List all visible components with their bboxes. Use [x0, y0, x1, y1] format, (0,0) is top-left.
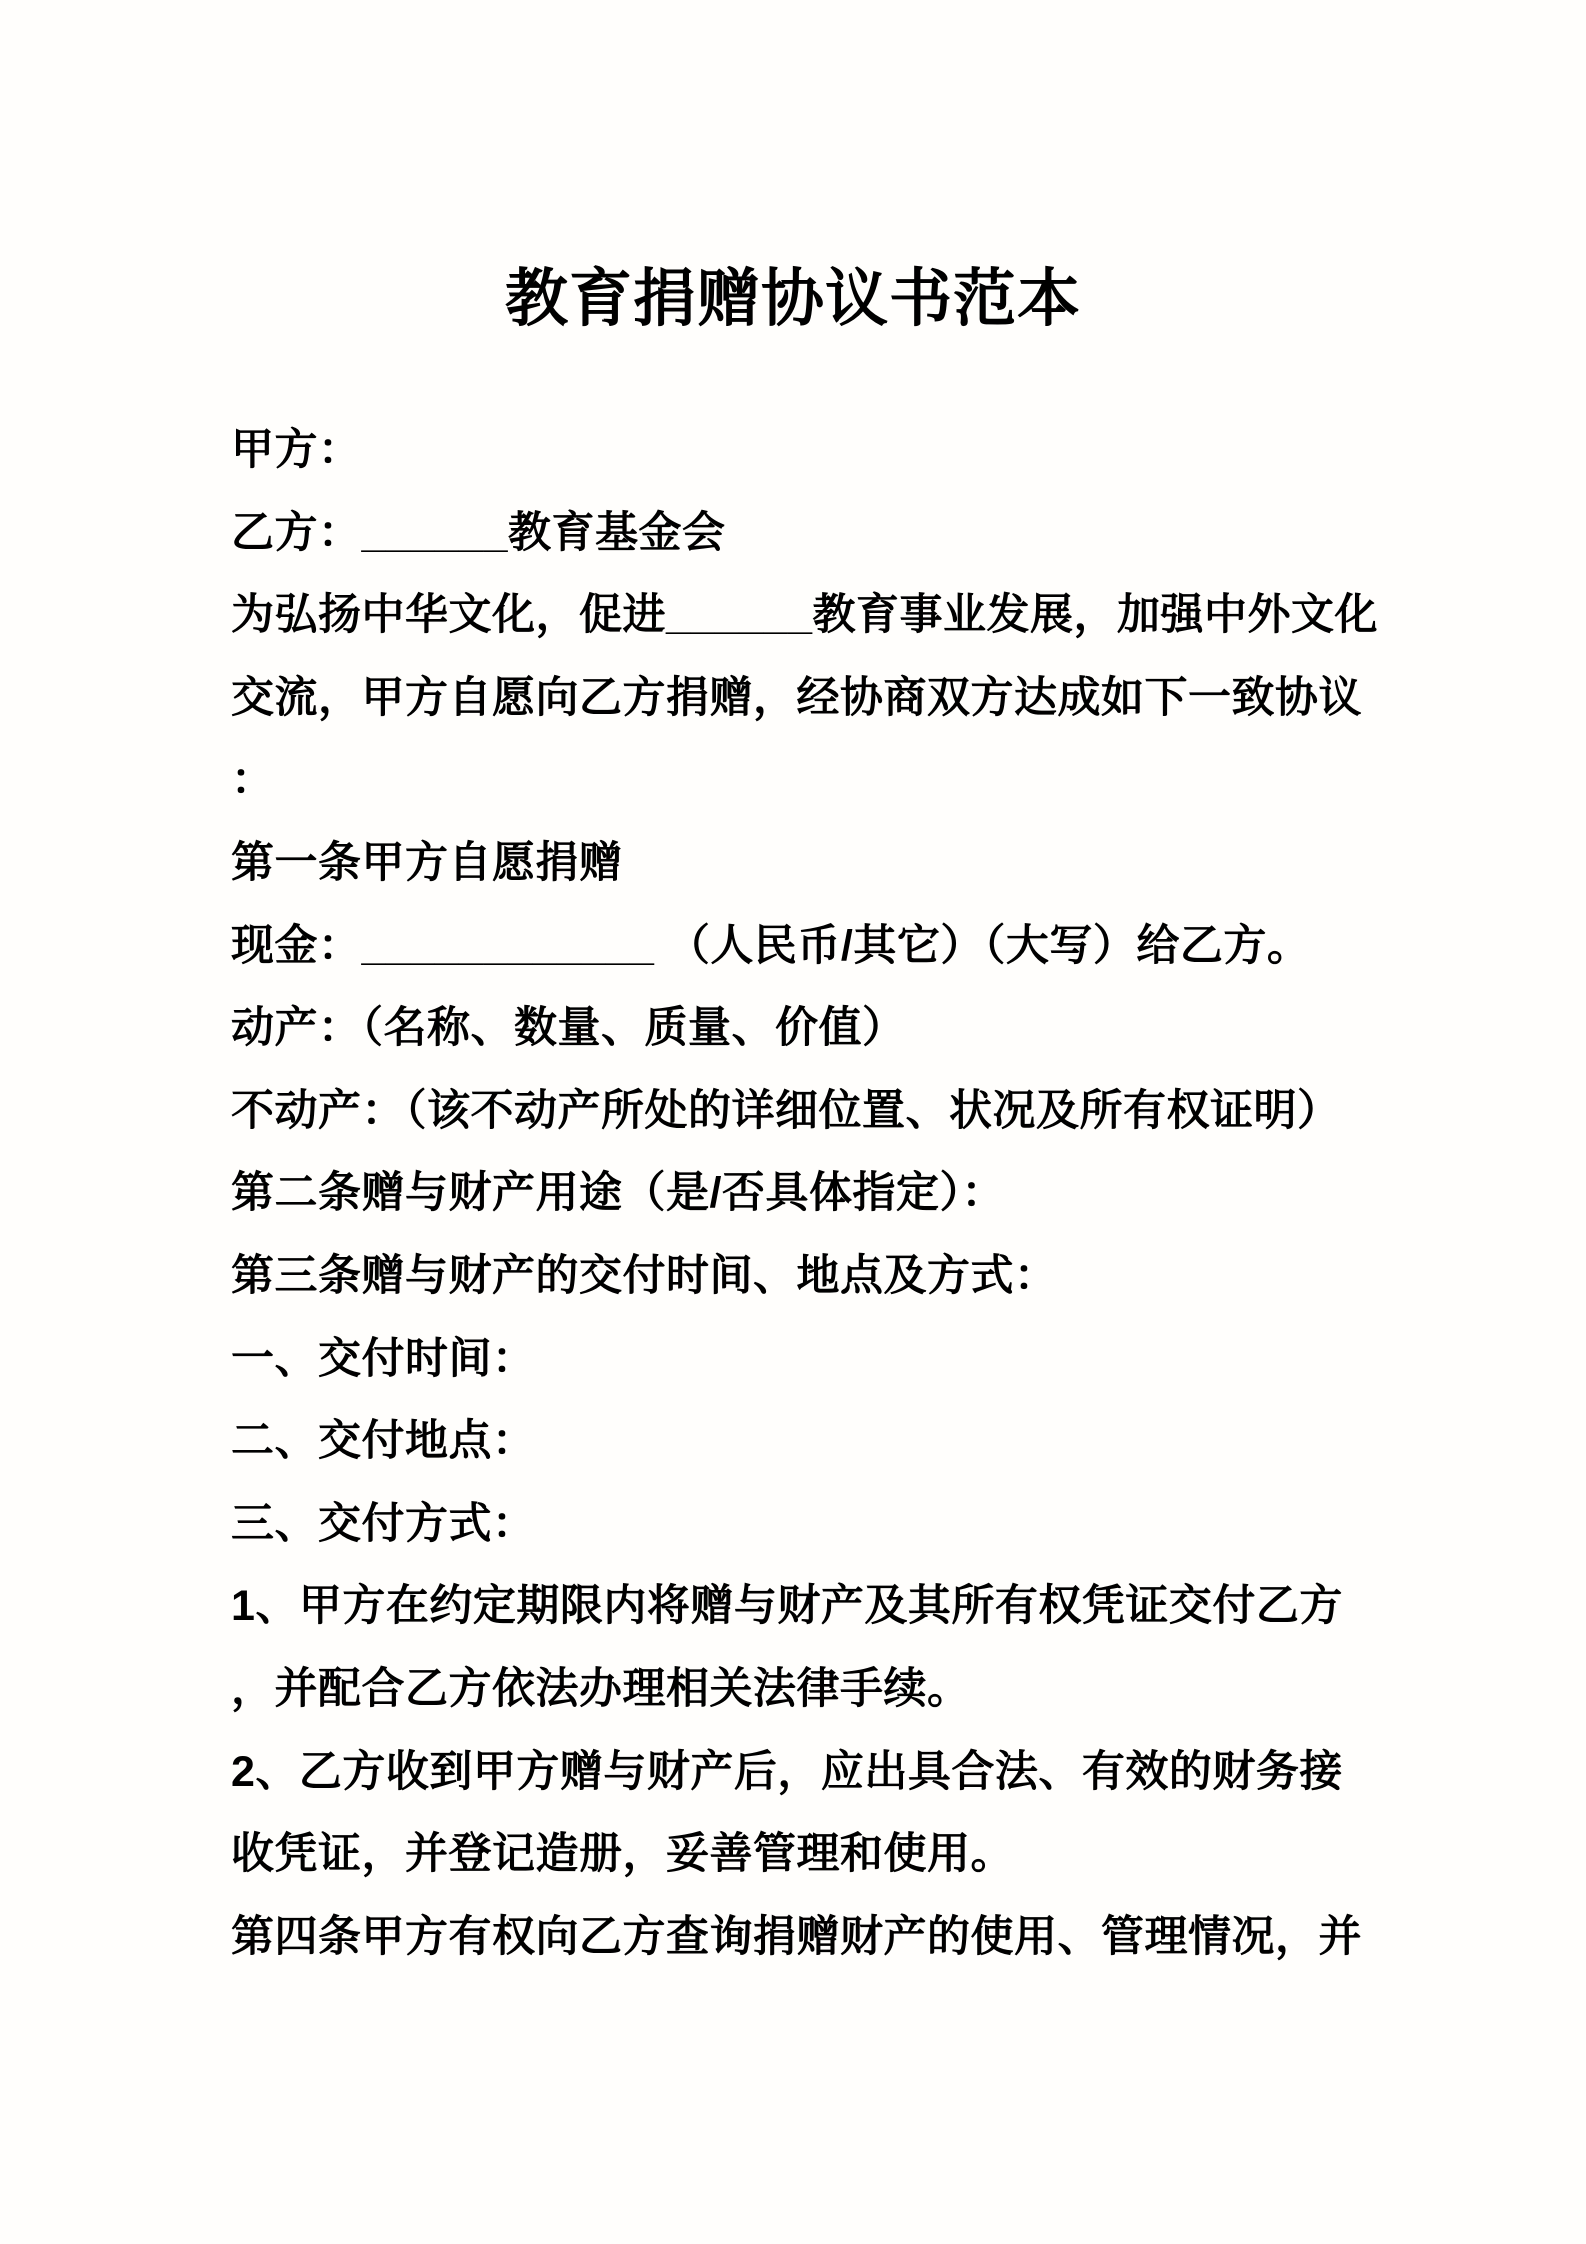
- document-body: [231, 409, 1391, 1978]
- doc-line-article-2: 第二条赠与财产用途（是/否具体指定）：: [231, 1169, 1005, 1218]
- doc-line-method-2a: 2、乙方收到甲方赠与财产后，应出具合法、有效的财务接: [231, 1747, 1343, 1796]
- doc-line-preamble-2: 交流，甲方自愿向乙方捐赠，经协商双方达成如下一致协议: [231, 673, 1362, 722]
- doc-line-article-4: 第四条甲方有权向乙方查询捐赠财产的使用、管理情况，并: [231, 1912, 1362, 1961]
- doc-line-method-1b: ，并配合乙方依法办理相关法律手续。: [231, 1664, 971, 1713]
- doc-line-article-3: 第三条赠与财产的交付时间、地点及方式：: [231, 1251, 1058, 1300]
- doc-line-party-a: 甲方：: [231, 426, 362, 474]
- doc-line-party-b: 乙方：______教育基金会: [231, 508, 726, 557]
- doc-line-method-1a: 1、甲方在约定期限内将赠与财产及其所有权凭证交付乙方: [231, 1582, 1343, 1631]
- doc-line-cash: 现金：____________ （人民币/其它）（大写）给乙方。: [231, 921, 1311, 970]
- doc-line-movable-property: 动产：（名称、数量、质量、价值）: [231, 1004, 906, 1053]
- page-title: 教育捐赠协议书范本: [505, 264, 1081, 334]
- doc-line-preamble-3: ：: [231, 756, 275, 805]
- doc-line-delivery-time: 一、交付时间：: [231, 1334, 536, 1383]
- doc-line-real-estate: 不动产：（该不动产所处的详细位置、状况及所有权证明）: [231, 1086, 1341, 1135]
- doc-line-method-2b: 收凭证，并登记造册，妥善管理和使用。: [231, 1830, 1014, 1879]
- doc-line-delivery-method: 三、交付方式：: [231, 1499, 536, 1548]
- doc-line-delivery-place: 二、交付地点：: [231, 1417, 536, 1466]
- doc-line-preamble-1: 为弘扬中华文化，促进______教育事业发展，加强中外文化: [231, 591, 1378, 640]
- doc-line-article-1: 第一条甲方自愿捐赠: [231, 838, 623, 887]
